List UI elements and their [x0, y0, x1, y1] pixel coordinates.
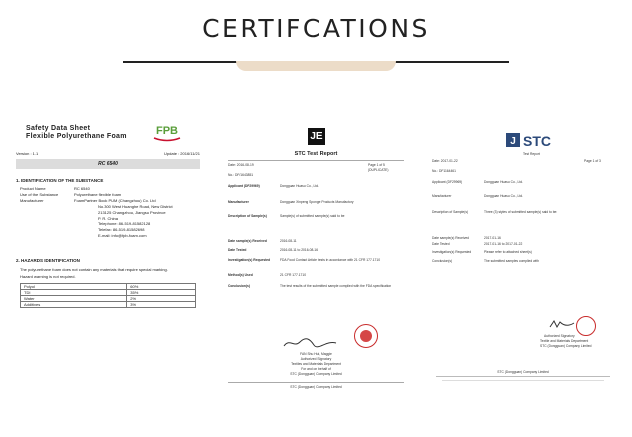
field-label: Conclusion(s) [432, 259, 453, 263]
signatory-for: For and on behalf of [301, 367, 331, 371]
report-number: No.: DF/1643851 [228, 173, 254, 177]
svg-text:STC: STC [523, 133, 551, 149]
field-label: Conclusion(s) [228, 284, 250, 288]
signature-icon [280, 336, 340, 350]
field-label: Date Tested [228, 248, 247, 252]
signatory-company: STC (Dongguan) Company Limited [540, 344, 592, 348]
sds-title-line2: Flexible Polyurethane Foam [26, 133, 127, 140]
field-label: Description of Sample(s) [228, 214, 267, 218]
sds-section2-heading: 2. HAZARDS IDENTIFICATION [16, 258, 80, 263]
report-title: STC Test Report [294, 151, 338, 157]
divider [436, 376, 610, 377]
signatory-dept: Textiles and Materials Department [291, 362, 341, 366]
page-title: CERTIFCATIONS [202, 14, 430, 43]
signatory-dept: Textile and Materials Department [540, 339, 589, 343]
field-value: 2016-08-11 to 2016-08-16 [280, 248, 319, 252]
seal-icon [576, 316, 596, 336]
table-row: Polyol 60% [21, 284, 196, 290]
field-value: 2017-01-16 to 2017-01-22 [484, 242, 523, 246]
field-value: The submitted samples complied with [484, 259, 539, 263]
sds-composition-table [20, 283, 196, 308]
field-label: Investigation(s) Requested [228, 258, 271, 262]
field-value: 2017-01-16 [484, 236, 501, 240]
field-value: Please refer to attached sheet(s) [484, 250, 532, 254]
field-label: Applicant (DF29969) [228, 184, 260, 188]
field-value: Sample(s) of submitted sample(s) said to be [280, 214, 345, 218]
report-date: Date: 2017-01-22 [432, 159, 458, 163]
field-label: Date sample(s) Received [432, 236, 470, 240]
sds-ident-row: Manufacturer FoamPartner Bock PUM (Changzhou) Co. Ltd [20, 198, 156, 203]
report-dup: (DUPLICATE) [368, 168, 389, 172]
divider [442, 380, 604, 381]
signatory-role: Authorized Signatory [544, 334, 575, 338]
field-label: Applicant (DF29969) [432, 180, 463, 184]
seal-icon [354, 324, 378, 348]
sds-update: Update : 2016/11/21 [164, 151, 200, 156]
stc-fda-report[interactable] [218, 118, 414, 400]
field-label: Manufacturer [228, 200, 249, 204]
field-value: FDA Food Contact Article tests in accordance with 21 CFR 177.1710 [280, 258, 381, 262]
field-value: Dongguan Xinpeng Sponge Products Manufactory [280, 200, 354, 204]
field-label: Date sample(s) Received [228, 239, 267, 243]
sds-title-line1: Safety Data Sheet [26, 125, 91, 132]
fpb-logo-icon [150, 121, 184, 145]
field-value: Dongguan Huasu Co., Ltd. [484, 180, 524, 184]
report-date: Date: 2016-08-19 [228, 163, 254, 167]
sds-certificate[interactable] [8, 111, 206, 324]
svg-text:J: J [510, 136, 516, 147]
field-value: Three (3) styles of submitted sample(s) said to be: [484, 210, 558, 214]
report-page: Page 1 of 5 [368, 163, 385, 167]
stc-logo-icon [506, 132, 558, 152]
sds-ident-row: Product Name RC 6540 [20, 186, 90, 191]
table-row: TDI 35% [21, 290, 196, 296]
field-value: 21 CFR 177.1710 [280, 273, 307, 277]
sds-section1-heading: 1. IDENTIFICATION OF THE SUBSTANCE [16, 178, 104, 183]
sds-product-band: RC 6540 [16, 159, 200, 169]
title-decorative-tab [236, 61, 396, 71]
report-footer: STC (Dongguan) Company Limited [497, 370, 549, 374]
stc-test-report[interactable] [422, 118, 624, 393]
divider [228, 160, 404, 161]
signatory-role: Authorized Signatory [300, 357, 332, 361]
signatory-company: STC (Dongguan) Company Limited [290, 372, 342, 376]
field-label: Method(s) Used [228, 273, 253, 277]
report-page: Page 1 of 3 [584, 159, 601, 163]
sds-address: No.300 West Huanghe Road, New District 213125 Changzhou, Jiangsu Province P. R. China Telephone: 86-519-81582128 Telefax: 86-519-81582698 E-mail: info@fpb-foam.com [98, 204, 173, 238]
field-label: Description of Sample(s) [432, 210, 469, 214]
stc-logo-icon: JE [308, 128, 325, 145]
report-footer: STC (Dongguan) Company Limited [290, 385, 342, 389]
sds-hazard-text: The polyurethane foam does not contain any materials that require special marking. [20, 267, 168, 272]
sds-meta [16, 151, 200, 156]
table-row: Additives 3% [21, 302, 196, 308]
table-row: Water 2% [21, 296, 196, 302]
field-value: Dongguan Huasu Co., Ltd. [484, 194, 524, 198]
divider [228, 382, 404, 383]
report-number: No.: DF1164461 [432, 169, 456, 173]
field-label: Date Tested [432, 242, 450, 246]
field-value: 2016-08-11 [280, 239, 297, 243]
sds-ident-row: Use of the Substance Polyurethane flexible foam [20, 192, 122, 197]
field-value: The test results of the submitted sample complied with the FDA specification [280, 284, 392, 288]
signatory-name: FAN Shu Hui, Maggie [300, 352, 332, 356]
field-label: Manufacturer [432, 194, 452, 198]
field-label: Investigation(s) Requested [432, 250, 472, 254]
svg-text:FPB: FPB [156, 125, 178, 137]
sds-version: Version : 1.1 [16, 151, 39, 156]
report-title: Test Report [523, 152, 540, 156]
signature-icon [548, 318, 578, 330]
field-value: Dongguan Huasu Co., Ltd. [280, 184, 320, 188]
sds-hazard-text: Hazard warning is not required. [20, 274, 76, 279]
